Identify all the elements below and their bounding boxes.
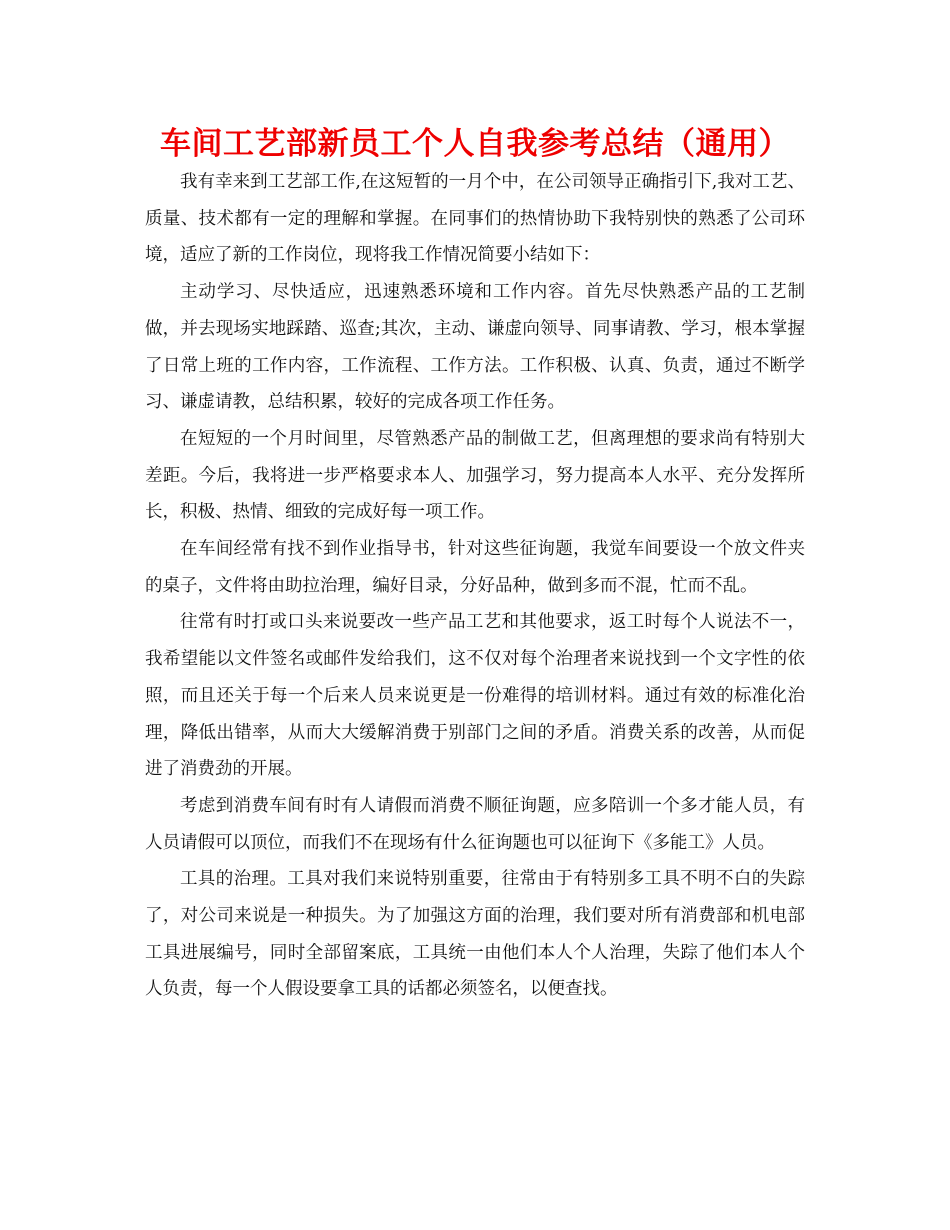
paragraph-2: 主动学习、尽快适应，迅速熟悉环境和工作内容。首先尽快熟悉产品的工艺制做，并去现场实地踩踏、巡查;其次，主动、谦虚向领导、同事请教、学习，根本掌握了日常上班的工作内容，工作流程、工作方法。工作积极、认真、负责，通过不断学习、谦虚请教，总结积累，较好的完成各项工作任务。: [145, 282, 805, 413]
paragraph-1: 我有幸来到工艺部工作,在这短暂的一月个中，在公司领导正确指引下,我对工艺、质量、技术都有一定的理解和掌握。在同事们的热情协助下我特别快的熟悉了公司环境，适应了新的工作岗位，现将我工作情况简要小结如下：: [145, 172, 805, 266]
paragraph-7: 工具的治理。工具对我们来说特别重要，往常由于有特别多工具不明不白的失踪了，对公司来说是一种损失。为了加强这方面的治理，我们要对所有消费部和机电部工具进展编号，同时全部留案底，工具统一由他们本人个人治理，失踪了他们本人个人负责，每一个人假设要拿工具的话都必须签名，以便查找。: [145, 869, 805, 1000]
document-body: [145, 164, 805, 1008]
paragraph-4: 在车间经常有找不到作业指导书，针对这些征询题，我觉车间要设一个放文件夹的桌子，文件将由助拉治理，编好目录，分好品种，做到多而不混，忙而不乱。: [145, 539, 805, 596]
paragraph-6: 考虑到消费车间有时有人请假而消费不顺征询题，应多陪训一个多才能人员，有人员请假可以顶位，而我们不在现场有什么征询题也可以征询下《多能工》人员。: [145, 795, 805, 853]
document-title: 车间工艺部新员工个人自我参考总结（通用）: [160, 126, 790, 162]
paragraph-5: 往常有时打或口头来说要改一些产品工艺和其他要求，返工时每个人说法不一，我希望能以文件签名或邮件发给我们，这不仅对每个治理者来说找到一个文字性的依照，而且还关于每一个后来人员来说更是一份难得的培训材料。通过有效的标准化治理，降低出错率，从而大大缓解消费于别部门之间的矛盾。消费关系的改善，从而促进了消费劲的开展。: [145, 612, 805, 780]
paragraph-3: 在短短的一个月时间里，尽管熟悉产品的制做工艺，但离理想的要求尚有特别大差距。今后，我将进一步严格要求本人、加强学习，努力提高本人水平、充分发挥所长，积极、热情、细致的完成好每一项工作。: [145, 428, 805, 523]
